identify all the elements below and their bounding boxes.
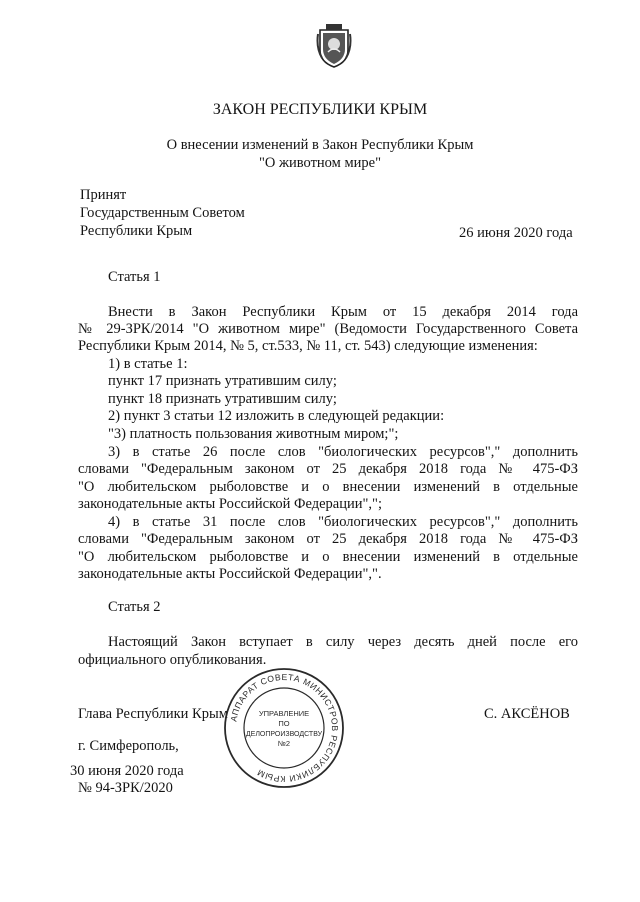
article-1-line: Республики Крым 2014, № 5, ст.533, № 11, ст. 543) следующие изменения:: [78, 338, 538, 354]
article-2-line: официального опубликования.: [78, 652, 267, 668]
svg-text:№2: №2: [277, 739, 291, 748]
article-1-line: законодательные акты Российской Федерации",".: [78, 566, 382, 582]
subtitle-line-1: О внесении изменений в Закон Республики Крым: [166, 137, 474, 153]
article-1-line: 1) в статье 1:: [108, 356, 188, 372]
svg-text:ПО: ПО: [278, 719, 290, 728]
article-1-line: пункт 18 признать утратившим силу;: [108, 391, 337, 407]
article-1-line: "3) платность пользования животным миром;";: [108, 426, 399, 442]
document-title: ЗАКОН РЕСПУБЛИКИ КРЫМ: [212, 101, 428, 118]
svg-text:ДЕЛОПРОИЗВОДСТВУ: ДЕЛОПРОИЗВОДСТВУ: [245, 731, 323, 738]
signatory-position: Глава Республики Крым: [78, 706, 228, 722]
signing-date: 30 июня 2020 года: [70, 763, 184, 779]
adopted-line-1: Принят: [80, 187, 127, 203]
article-1-line: законодательные акты Российской Федерации",";: [78, 496, 382, 512]
article-1-line: 3) в статье 26 после слов "биологических ресурсов"," дополнить: [108, 444, 578, 460]
crimea-coat-of-arms-icon: [316, 24, 352, 68]
signatory-name: С. АКСЁНОВ: [484, 706, 570, 722]
official-stamp: [222, 666, 346, 790]
adopted-line-3: Республики Крым: [80, 223, 193, 239]
article-1-heading: Статья 1: [108, 269, 161, 285]
svg-text:УПРАВЛЕНИЕ: УПРАВЛЕНИЕ: [258, 709, 310, 718]
article-1-line: пункт 17 признать утратившим силу;: [108, 373, 337, 389]
article-1-line: словами "Федеральным законом от 25 декабря 2018 года № 475-ФЗ: [78, 531, 578, 547]
article-1-line: "О любительском рыболовстве и о внесении изменений в отдельные: [78, 479, 578, 495]
article-1-line: 4) в статье 31 после слов "биологических ресурсов"," дополнить: [108, 514, 578, 530]
article-1-line: "О любительском рыболовстве и о внесении изменений в отдельные: [78, 549, 578, 565]
article-1-line: № 29-ЗРК/2014 "О животном мире" (Ведомости Государственного Совета: [78, 321, 578, 337]
article-1-line: 2) пункт 3 статьи 12 изложить в следующей редакции:: [108, 408, 445, 424]
article-1-line: Внести в Закон Республики Крым от 15 декабря 2014 года: [108, 304, 578, 320]
signing-place: г. Симферополь,: [78, 738, 179, 754]
adoption-date: 26 июня 2020 года: [459, 225, 573, 241]
article-2-heading: Статья 2: [108, 599, 161, 615]
svg-text:АППАРАТ СОВЕТА МИНИСТРОВ РЕСПУ: АППАРАТ СОВЕТА МИНИСТРОВ РЕСПУБЛИКИ КРЫМ: [228, 671, 341, 785]
article-2-line: Настоящий Закон вступает в силу через десять дней после его: [108, 634, 578, 650]
subtitle-line-2: "О животном мире": [258, 155, 381, 171]
article-1-line: словами "Федеральным законом от 25 декабря 2018 года № 475-ФЗ: [78, 461, 578, 477]
law-number: № 94-ЗРК/2020: [78, 780, 173, 796]
adopted-line-2: Государственным Советом: [80, 205, 245, 221]
